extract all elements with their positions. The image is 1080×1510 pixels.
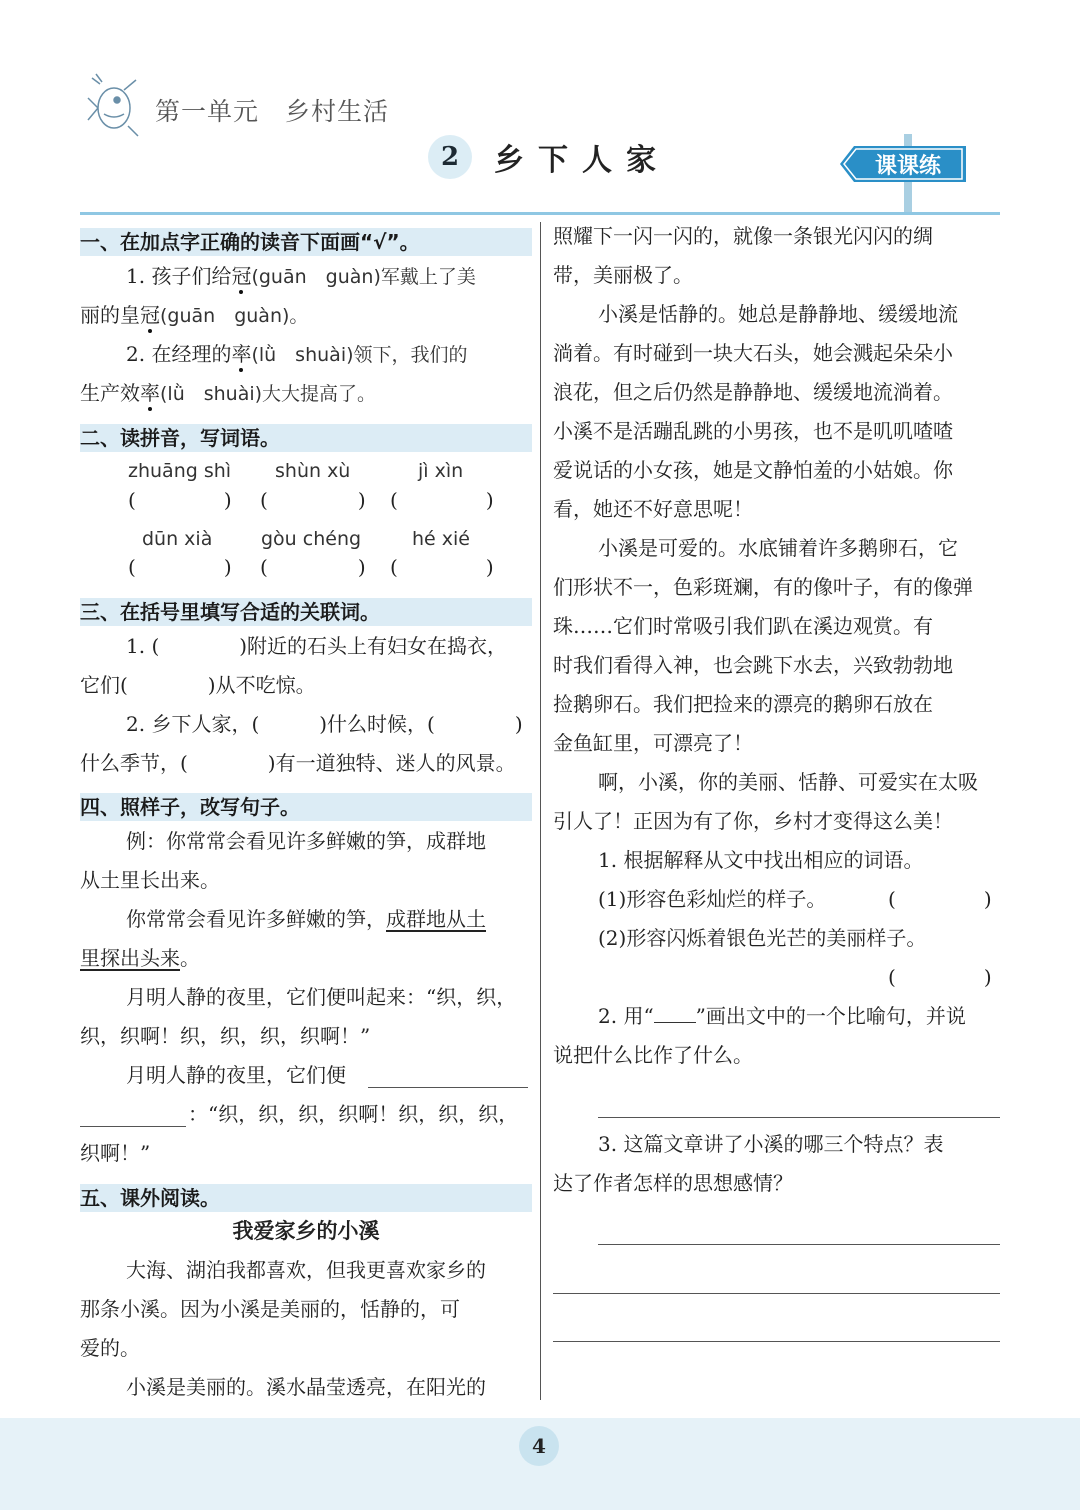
- s4-question-line5: 织啊！”: [80, 1141, 151, 1165]
- s4-example-line4: 里探出头来。: [80, 946, 200, 970]
- s4-question-line3: 月明人静的夜里，它们便: [126, 1063, 346, 1087]
- story-right-line8: 看，她还不好意思呢！: [553, 497, 753, 521]
- section-title-2: 二、读拼音，写词语。: [80, 424, 532, 452]
- story-right-line2: 带，美丽极了。: [553, 263, 693, 287]
- s4-example-line2: 从土里长出来。: [80, 868, 220, 892]
- answer-line-s4b[interactable]: [80, 1126, 186, 1127]
- answer-blank-q1a[interactable]: ( ): [888, 887, 992, 911]
- story-right-line10: 们形状不一，色彩斑斓，有的像叶子，有的像弹: [553, 575, 973, 599]
- page-number: 4: [519, 1426, 559, 1466]
- pinyin-3: jì xìn: [418, 460, 464, 482]
- s4-example-line3: 你常常会看见许多鲜嫩的笋，成群地从土: [126, 907, 486, 931]
- reading-q2-line2: 说把什么比作了什么。: [553, 1043, 753, 1067]
- reading-q1-a: (1)形容色彩灿烂的样子。: [598, 887, 827, 911]
- reading-q1: 1. 根据解释从文中找出相应的词语。: [598, 848, 924, 872]
- answer-blank-2[interactable]: ( ): [260, 488, 366, 512]
- s4-question-line4: ：“织，织，织，织啊！织，织，织，: [188, 1102, 519, 1126]
- story-right-line13: 捡鹅卵石。我们把捡来的漂亮的鹅卵石放在: [553, 692, 933, 716]
- story-right-line1: 照耀下一闪一闪的，就像一条银光闪闪的绸: [553, 224, 933, 248]
- answer-line-q3b[interactable]: [553, 1293, 1000, 1294]
- story-right-line9: 小溪是可爱的。水底铺着许多鹅卵石，它: [598, 536, 958, 560]
- pinyin-1: zhuāng shì: [128, 460, 232, 482]
- answer-blank-q1b[interactable]: ( ): [888, 965, 992, 989]
- story-left-line4: 小溪是美丽的。溪水晶莹透亮，在阳光的: [126, 1375, 486, 1399]
- story-right-line3: 小溪是恬静的。她总是静静地、缓缓地流: [598, 302, 958, 326]
- fish-icon: [84, 70, 142, 142]
- answer-blank-6[interactable]: ( ): [390, 555, 494, 579]
- section-title-1: 一、在加点字正确的读音下面画“√”。: [80, 228, 532, 256]
- s1-q1-line1: 1. 孩子们给冠(guān guàn)军戴上了美: [126, 264, 476, 288]
- section-title-3: 三、在括号里填写合适的关联词。: [80, 598, 532, 626]
- unit-name: 乡村生活: [285, 97, 390, 126]
- s3-q1-line2: 它们( )从不吃惊。: [80, 673, 316, 697]
- story-right-line16: 引人了！正因为有了你，乡村才变得这么美！: [553, 809, 953, 833]
- s1-q2-line1: 2. 在经理的率(lǜ shuài)领下，我们的: [126, 342, 468, 366]
- unit-label: 第一单元: [155, 97, 260, 126]
- pinyin-4: dūn xià: [142, 528, 213, 550]
- story-title: 我爱家乡的小溪: [232, 1218, 380, 1243]
- answer-blank-1[interactable]: ( ): [128, 488, 232, 512]
- s1-q1-line2: 丽的皇冠(guān guàn)。: [80, 303, 309, 327]
- signpost-icon: [840, 134, 970, 214]
- pinyin-6: hé xié: [412, 528, 470, 550]
- story-right-line15: 啊，小溪，你的美丽、恬静、可爱实在太吸: [598, 770, 978, 794]
- pinyin-5: gòu chéng: [261, 528, 362, 550]
- answer-line-s4a[interactable]: [368, 1087, 528, 1088]
- badge-text: 课课练: [874, 154, 942, 179]
- story-right-line6: 小溪不是活蹦乱跳的小男孩，也不是叽叽喳喳: [553, 419, 953, 443]
- lesson-number: 2: [428, 135, 472, 179]
- story-left-line3: 爱的。: [80, 1336, 140, 1360]
- story-right-line11: 珠……它们时常吸引我们趴在溪边观赏。有: [553, 614, 933, 638]
- s4-question-line1: 月明人静的夜里，它们便叫起来：“织，织，: [126, 985, 517, 1009]
- reading-q2-line1: 2. 用“ ”画出文中的一个比喻句，并说: [598, 1004, 966, 1028]
- s4-question-line2: 织，织啊！织，织，织，织啊！”: [80, 1024, 371, 1048]
- section-title-4: 四、照样子，改写句子。: [80, 793, 532, 821]
- story-right-line14: 金鱼缸里，可漂亮了！: [553, 731, 753, 755]
- answer-blank-3[interactable]: ( ): [390, 488, 494, 512]
- unit-title: [155, 92, 415, 128]
- answer-line-q3a[interactable]: [598, 1244, 1000, 1245]
- lesson-heading: [428, 134, 670, 180]
- reading-q3-line2: 达了作者怎样的思想感情？: [553, 1171, 793, 1195]
- story-right-line5: 浪花，但之后仍然是静静地、缓缓地流淌着。: [553, 380, 953, 404]
- story-right-line4: 淌着。有时碰到一块大石头，她会溅起朵朵小: [553, 341, 953, 365]
- pinyin-2: shùn xù: [275, 460, 351, 482]
- answer-line-q2[interactable]: [598, 1117, 1000, 1118]
- section-title-5: 五、课外阅读。: [80, 1184, 532, 1212]
- s3-q2-line2: 什么季节，( )有一道独特、迷人的风景。: [80, 751, 516, 775]
- story-right-line12: 时我们看得入神，也会跳下水去，兴致勃勃地: [553, 653, 953, 677]
- reading-q3-line1: 3. 这篇文章讲了小溪的哪三个特点？表: [598, 1132, 944, 1156]
- lesson-title: 乡下人家: [494, 143, 670, 178]
- s4-example-line1: 例：你常常会看见许多鲜嫩的笋，成群地: [126, 829, 486, 853]
- story-left-line1: 大海、湖泊我都喜欢，但我更喜欢家乡的: [126, 1258, 486, 1282]
- s3-q2-line1: 2. 乡下人家，( )什么时候，( ): [126, 712, 523, 736]
- s3-q1-line1: 1. ( )附近的石头上有妇女在捣衣，: [126, 634, 508, 658]
- answer-blank-4[interactable]: ( ): [128, 555, 232, 579]
- s1-q2-line2: 生产效率(lǜ shuài)大大提高了。: [80, 381, 377, 405]
- story-left-line2: 那条小溪。因为小溪是美丽的，恬静的，可: [80, 1297, 460, 1321]
- answer-line-q3c[interactable]: [553, 1341, 1000, 1342]
- answer-blank-5[interactable]: ( ): [260, 555, 366, 579]
- reading-q1-b: (2)形容闪烁着银色光芒的美丽样子。: [598, 926, 927, 950]
- column-divider: [540, 222, 541, 1400]
- story-right-line7: 爱说话的小女孩，她是文静怕羞的小姑娘。你: [553, 458, 953, 482]
- header-divider: [80, 212, 1000, 215]
